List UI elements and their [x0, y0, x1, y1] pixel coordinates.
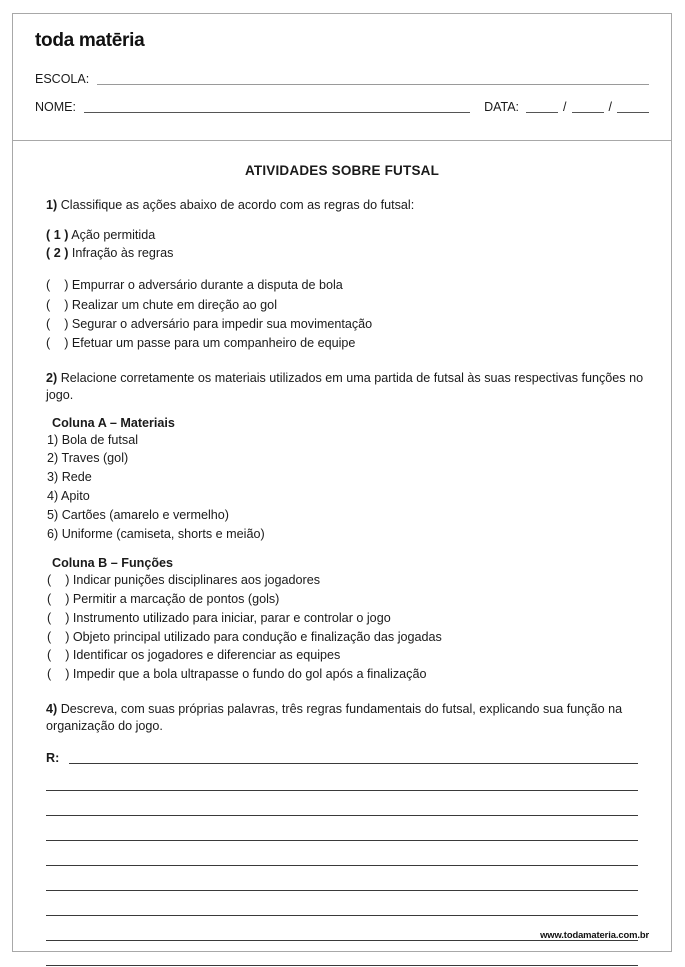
- date-separator-2: /: [608, 100, 612, 114]
- school-field-row: [35, 72, 649, 87]
- name-input-rule[interactable]: [84, 112, 470, 113]
- question-1-options: [46, 276, 647, 353]
- legend-label-2: Infração às regras: [71, 245, 174, 260]
- question-4: [37, 701, 647, 965]
- spacer: [37, 353, 647, 370]
- date-label: DATA:: [484, 100, 520, 114]
- column-b-item[interactable]: ( ) Instrumento utilizado para iniciar, parar e controlar o jogo: [47, 610, 391, 625]
- option-blank-row[interactable]: ( ) Segurar o adversário para impedir sua movimentação: [46, 316, 373, 331]
- question-1-legend: [46, 227, 647, 263]
- answer-line[interactable]: [46, 891, 638, 916]
- question-2-number: 2): [46, 371, 58, 386]
- spacer: [37, 684, 647, 701]
- column-b-item[interactable]: ( ) Objeto principal utilizado para condução e finalização das jogadas: [47, 629, 442, 644]
- answer-line[interactable]: [46, 766, 638, 791]
- worksheet-body: [13, 141, 671, 966]
- name-label: NOME:: [35, 100, 76, 114]
- question-1-text: Classifique as ações abaixo de acordo com as regras do futsal:: [60, 198, 415, 212]
- column-a-item: 3) Rede: [47, 470, 92, 485]
- column-b-heading: Coluna B – Funções: [52, 555, 174, 570]
- question-1: [37, 197, 647, 353]
- column-b-item[interactable]: ( ) Permitir a marcação de pontos (gols): [47, 591, 280, 606]
- column-a-item: 4) Apito: [47, 489, 90, 504]
- date-month-input[interactable]: [572, 112, 604, 113]
- column-a-items: [47, 431, 647, 544]
- name-date-field-row: [35, 100, 649, 115]
- column-a-item: 6) Uniforme (camiseta, shorts e meião): [47, 526, 265, 541]
- question-1-number: 1): [46, 198, 58, 212]
- question-2: [37, 370, 647, 684]
- footer-url: www.todamateria.com.br: [540, 929, 649, 940]
- column-a-item: 1) Bola de futsal: [47, 432, 139, 447]
- school-label: ESCOLA:: [35, 72, 90, 86]
- option-blank-row[interactable]: ( ) Efetuar um passe para um companheiro de equipe: [46, 335, 356, 350]
- column-b-item[interactable]: ( ) Indicar punições disciplinares aos jogadores: [47, 572, 321, 587]
- date-field-group: [484, 100, 649, 115]
- question-4-number: 4): [46, 702, 58, 717]
- option-blank-row[interactable]: ( ) Realizar um chute em direção ao gol: [46, 297, 277, 312]
- column-a-item: 2) Traves (gol): [47, 451, 129, 466]
- answer-line[interactable]: [46, 866, 638, 891]
- school-input-rule[interactable]: [97, 84, 649, 85]
- brand-logo: toda matēria: [35, 30, 145, 51]
- question-2-text: Relacione corretamente os materiais utilizados em uma partida de futsal às suas respectivas funções no jogo.: [46, 371, 644, 402]
- question-2-prompt: [46, 370, 647, 403]
- answer-line[interactable]: [46, 841, 638, 866]
- worksheet-header: [13, 14, 671, 141]
- legend-key-2: ( 2 ): [46, 245, 69, 260]
- legend-item: [46, 245, 647, 263]
- column-a-heading: Coluna A – Materiais: [52, 415, 175, 430]
- answer-first-row: [46, 751, 647, 766]
- answer-line[interactable]: [46, 791, 638, 816]
- column-a-item: 5) Cartões (amarelo e vermelho): [47, 508, 229, 523]
- page-title: ATIVIDADES SOBRE FUTSAL: [244, 163, 440, 178]
- legend-key-1: ( 1 ): [46, 227, 69, 242]
- answer-label: R:: [46, 750, 60, 765]
- column-b-item[interactable]: ( ) Identificar os jogadores e diferenciar as equipes: [47, 648, 341, 663]
- question-1-prompt: [46, 197, 647, 214]
- column-b-item[interactable]: ( ) Impedir que a bola ultrapasse o fundo do gol após a finalização: [47, 667, 427, 682]
- legend-label-1: Ação permitida: [71, 227, 156, 242]
- answer-line[interactable]: [46, 816, 638, 841]
- date-separator-1: /: [563, 100, 567, 114]
- question-4-text: Descreva, com suas próprias palavras, três regras fundamentais do futsal, explicando sua função na organização do jogo.: [46, 702, 623, 733]
- column-b-items: [47, 571, 647, 684]
- answer-line[interactable]: [69, 763, 638, 764]
- option-blank-row[interactable]: ( ) Empurrar o adversário durante a disputa de bola: [46, 278, 343, 293]
- date-day-input[interactable]: [526, 112, 558, 113]
- worksheet-page: [12, 13, 672, 952]
- date-year-input[interactable]: [617, 112, 649, 113]
- question-4-prompt: [46, 701, 647, 734]
- answer-line[interactable]: [46, 941, 638, 966]
- legend-item: [46, 227, 647, 245]
